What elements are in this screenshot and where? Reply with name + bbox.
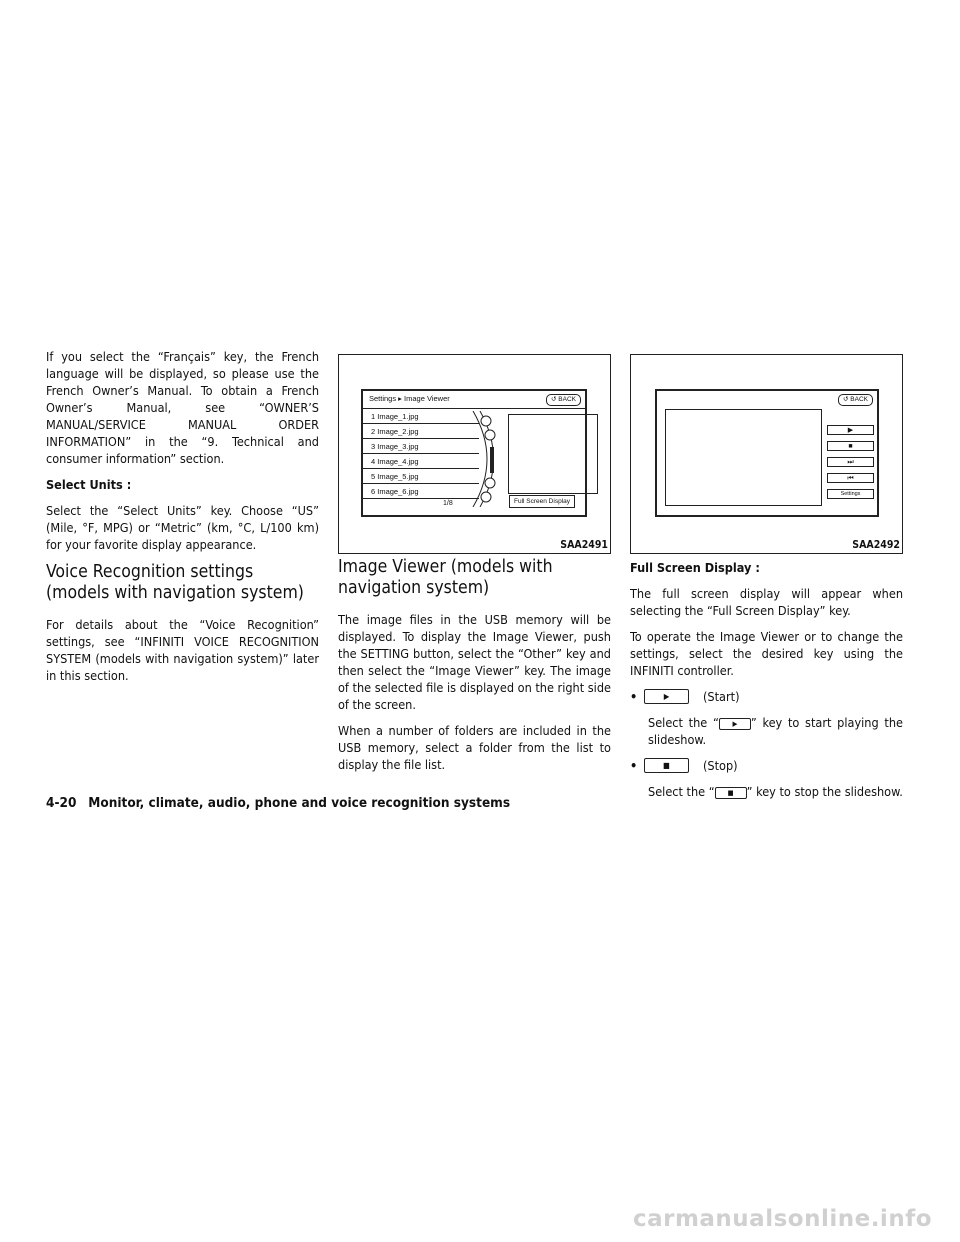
voice-recognition-paragraph: For details about the “Voice Recognition” settings, see “INFINITI VOICE RECOGNITION SYSTEM (models with navigation system)” later in this section. <box>46 617 319 683</box>
screen-title <box>363 391 585 409</box>
list-item: 3 Image_3.jpg <box>363 439 479 454</box>
image-viewer-figure <box>338 354 611 554</box>
page-number: 4-20 <box>46 795 77 811</box>
full-screen-display-screen <box>655 389 879 517</box>
voice-recognition-heading: Voice Recognition settings (models with navigation system) <box>46 562 304 603</box>
image-preview <box>508 414 598 494</box>
figure-code: SAA2491 <box>560 539 608 551</box>
list-item: 2 Image_2.jpg <box>363 424 479 439</box>
image-viewer-heading: Image Viewer (models with navigation system) <box>338 557 553 598</box>
operate-paragraph: To operate the Image Viewer or to change the settings, select the desired key using the INFINITI controller. <box>630 629 903 678</box>
figure-code: SAA2492 <box>852 539 900 551</box>
stop-description <box>648 783 903 800</box>
list-item: 1 Image_1.jpg <box>363 409 479 424</box>
back-button: ↺ BACK <box>838 394 873 406</box>
folders-paragraph: When a number of folders are included in the USB memory, select a folder from the list to display the file list. <box>338 723 611 772</box>
list-item: 6 Image_6.jpg <box>363 484 479 499</box>
full-screen-image-area <box>665 409 822 506</box>
right-column <box>630 354 903 809</box>
back-label: BACK <box>850 396 868 403</box>
back-label: BACK <box>558 396 576 403</box>
stop-text-post: ” key to stop the slideshow. <box>746 784 903 799</box>
image-viewer-paragraph: The image files in the USB memory will be displayed. To display the Image Viewer, push the SETTING button, select the “Other” key and then select the “Image Viewer” key. The image of the selected file is displayed on the right side of the screen. <box>338 612 611 712</box>
chapter-title: Monitor, climate, audio, phone and voice recognition systems <box>88 795 511 811</box>
start-description <box>648 714 903 748</box>
start-bullet <box>630 688 903 705</box>
full-screen-figure <box>630 354 903 554</box>
image-file-list <box>363 409 479 499</box>
stop-label: (Stop) <box>703 758 738 773</box>
scroll-arc-icon <box>471 411 501 507</box>
full-screen-paragraph: The full screen display will appear when selecting the “Full Screen Display” key. <box>630 586 903 618</box>
next-key: ⏭ <box>827 457 874 467</box>
list-item: 5 Image_5.jpg <box>363 469 479 484</box>
back-button: ↺ BACK <box>546 394 581 406</box>
settings-key: Settings <box>827 489 874 499</box>
left-column <box>46 348 319 693</box>
stop-inline-key-icon: ■ <box>715 787 747 799</box>
start-text-post: ” key to start playing the slideshow. <box>648 715 903 747</box>
previous-key: ⏮ <box>827 473 874 483</box>
french-language-paragraph: If you select the “Français” key, the French language will be displayed, so please use the French Owner’s Manual. To obtain a French Owner’s Manual, see “OWNER’S MANUAL/SERVICE MANUAL ORDER INFORMATION” in the “9. Technical and consumer information” section. <box>46 349 319 466</box>
list-item: 4 Image_4.jpg <box>363 454 479 469</box>
page-footer <box>46 795 510 812</box>
bullet-mark: • <box>630 689 638 704</box>
screen-title-text: Settings ▸ Image Viewer <box>369 394 450 403</box>
watermark: carmanualsonline.info <box>632 1206 932 1232</box>
select-units-paragraph: Select the “Select Units” key. Choose “US” (Mile, °F, MPG) or “Metric” (km, °C, L/100 km) for your favorite display appearance. <box>46 503 319 552</box>
select-units-heading: Select Units : <box>46 477 132 492</box>
start-inline-key-icon: ▶ <box>719 718 751 730</box>
start-label: (Start) <box>703 689 740 704</box>
page-indicator: 1/8 <box>443 500 453 507</box>
stop-key: ■ <box>827 441 874 451</box>
start-key: ▶ <box>827 425 874 435</box>
stop-text-pre: Select the “ <box>648 784 715 799</box>
middle-column <box>338 354 611 782</box>
stop-bullet <box>630 757 903 774</box>
bullet-mark: • <box>630 758 638 773</box>
start-key-icon: ▶ <box>644 689 689 704</box>
full-screen-display-heading: Full Screen Display : <box>630 560 760 575</box>
start-text-pre: Select the “ <box>648 715 719 730</box>
full-screen-display-button: Full Screen Display <box>509 495 575 508</box>
stop-key-icon: ■ <box>644 758 689 773</box>
image-viewer-screen <box>361 389 587 517</box>
